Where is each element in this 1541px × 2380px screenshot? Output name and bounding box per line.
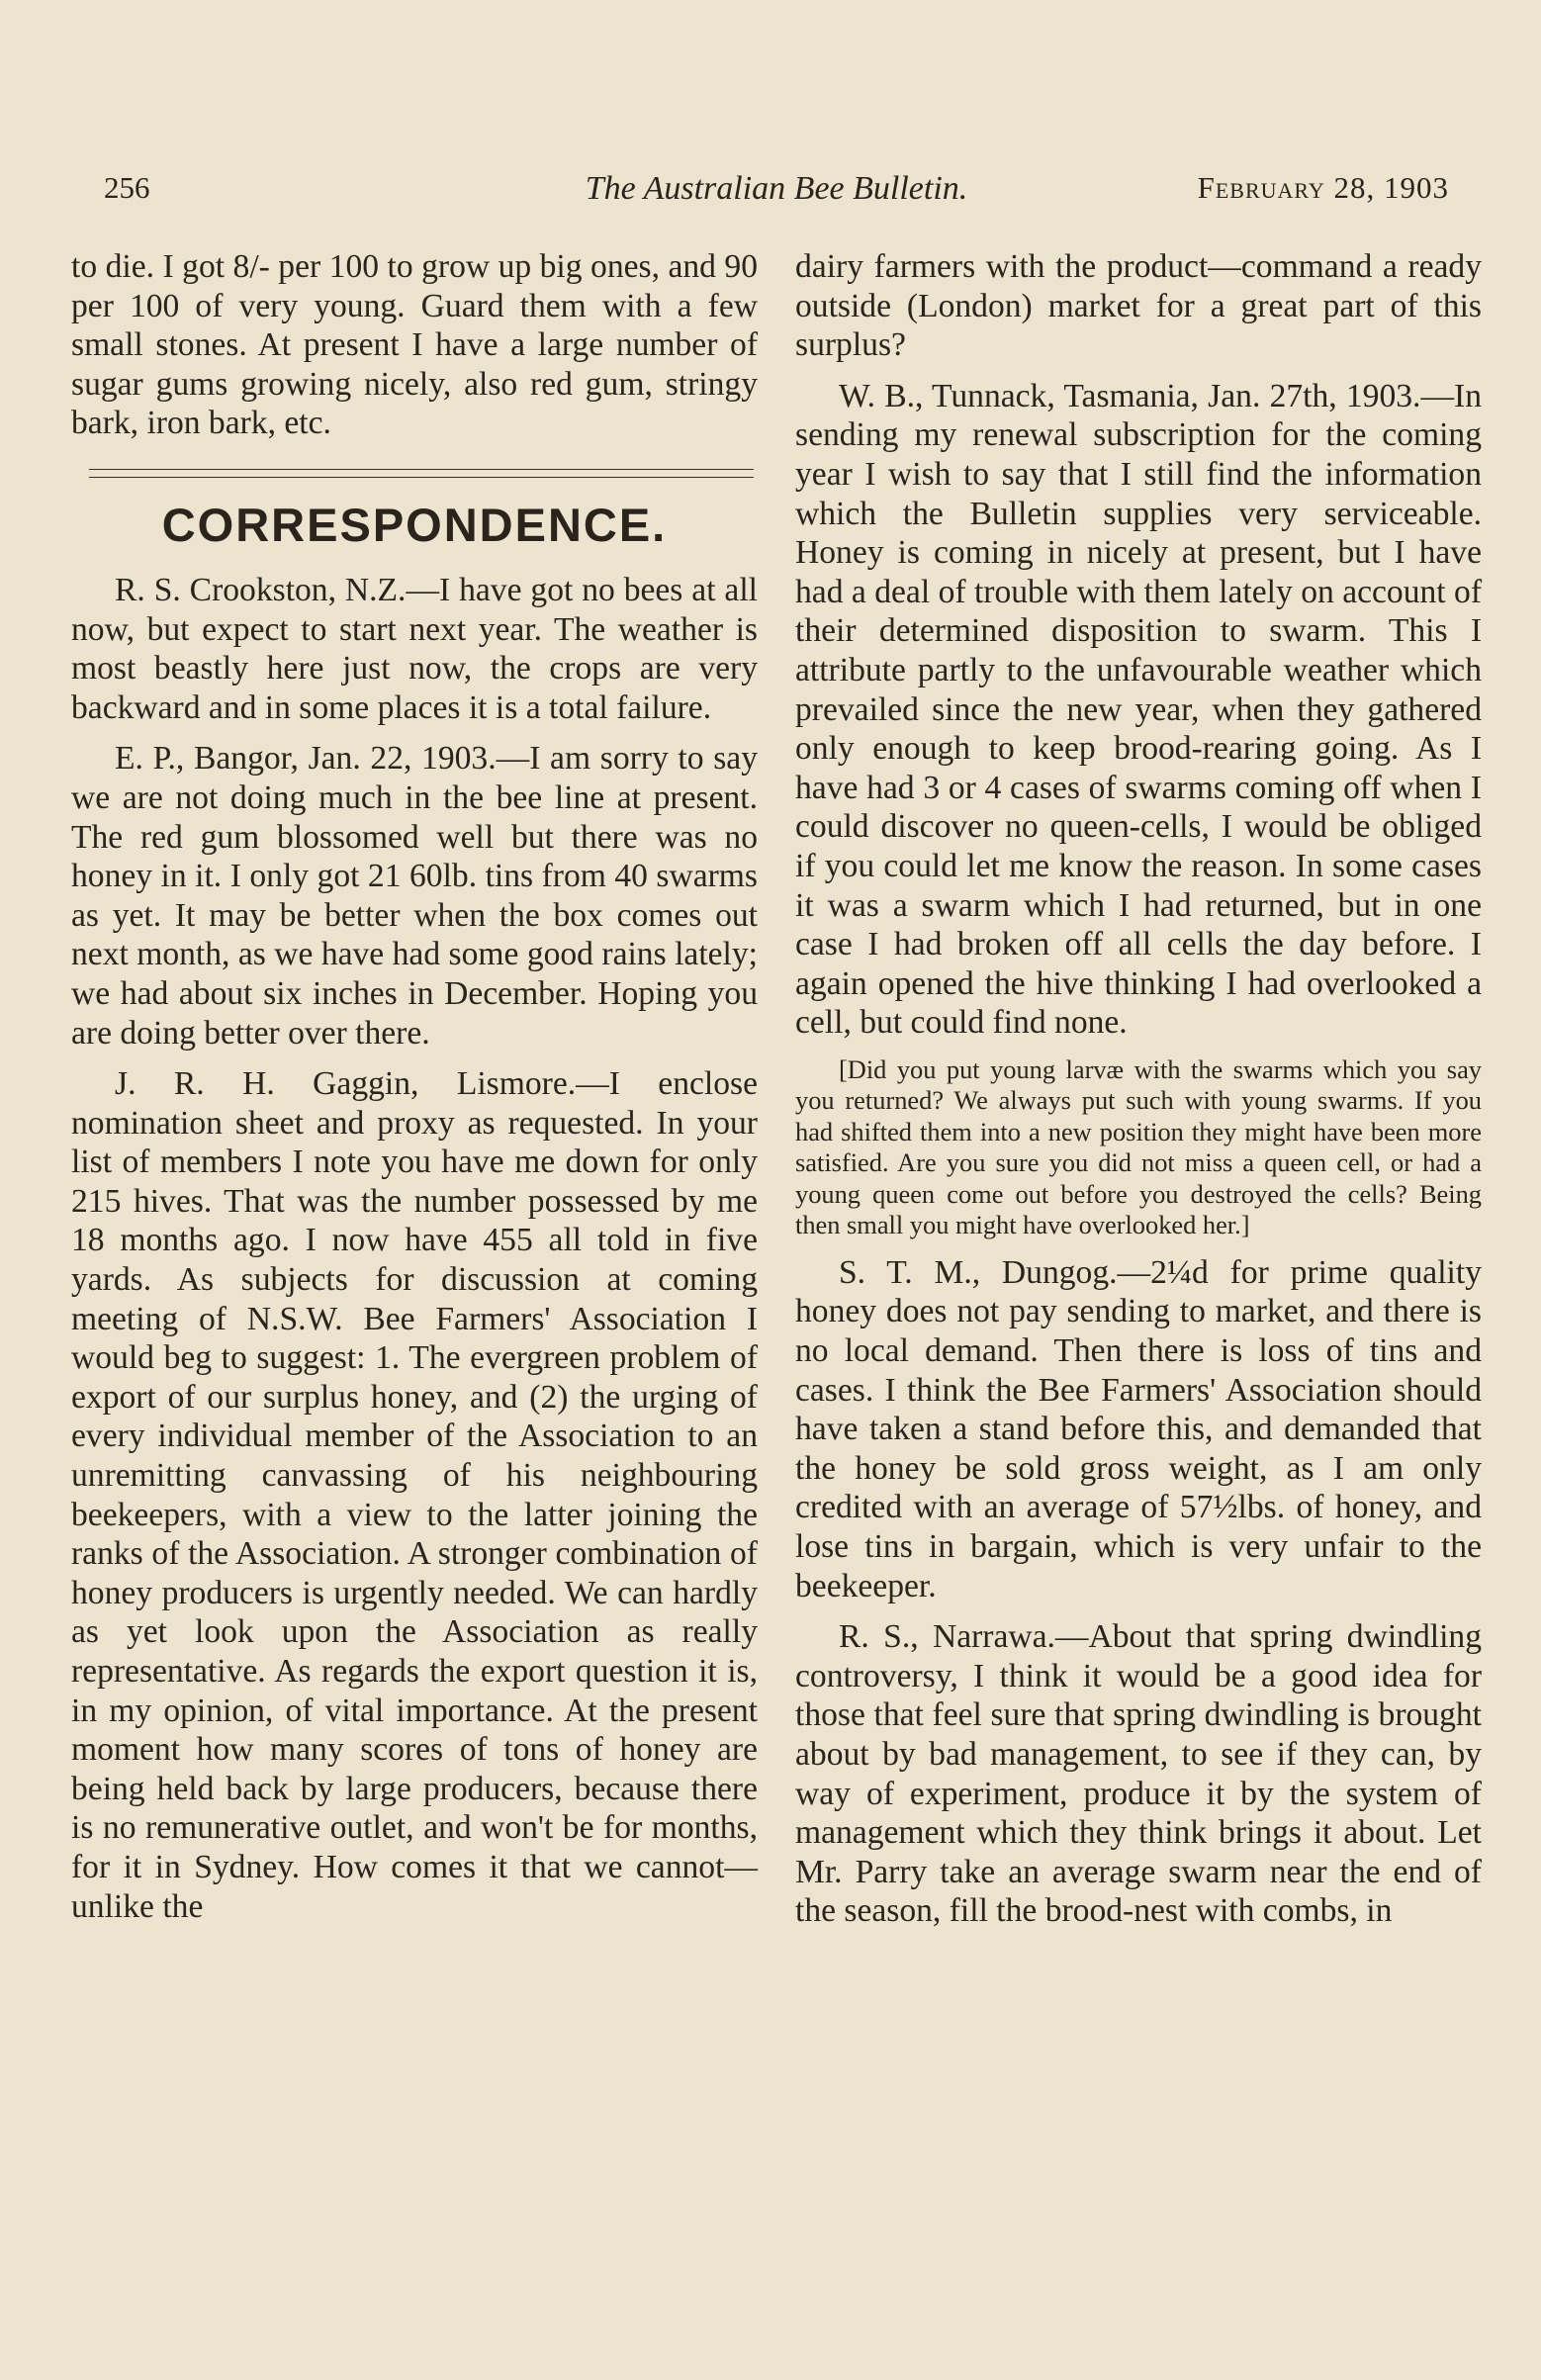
page-number: 256 <box>104 170 150 205</box>
issue-date: February 28, 1903 <box>1197 170 1449 205</box>
letter-bangor: E. P., Bangor, Jan. 22, 1903.—I am sorry to say we are not doing much in the bee line at present. The red gum blossomed well but there was no honey in it. I only got 21 60lb. tins from 40 swarms as yet. It may be better when the box comes out next month, as we have had some good rains lately; we had about six inches in December. Hoping you are doing better over there. <box>71 740 758 1052</box>
editor-note: [Did you put young larvæ with the swarms which you say you returned? We always put such with young swarms. If you had shifted them into a new position they might have been more satisfied. Are you sure you did not miss a queen cell, or had a young queen come out before you destroyed the cells? Being then small you might have overlooked her.] <box>795 1053 1482 1240</box>
letter-dungog: S. T. M., Dungog.—2¼d for prime quality honey does not pay sending to market, and there is no local demand. Then there is loss of tins and cases. I think the Bee Farmers' Association should have taken a stand before this, and demanded that the honey be sold gross weight, as I am only credited with an average of 57½lbs. of honey, and lose tins in bargain, which is very unfair to the beekeeper. <box>795 1253 1482 1604</box>
section-heading: CORRESPONDENCE. <box>161 498 668 551</box>
letter-narrawa: R. S., Narrawa.—About that spring dwindling controversy, I think it would be a good idea for those that feel sure that spring dwindling is brought about by bad management, to see if they can, by way of experiment, produce it by the system of management which they think brings it about. Let Mr. Parry take an average swarm near the end of the season, fill the brood-nest with combs, in <box>795 1618 1482 1930</box>
publication-title: The Australian Bee Bulletin. <box>585 170 968 207</box>
left-column <box>71 247 758 1938</box>
page-header <box>104 166 1449 216</box>
continuation-paragraph: dairy farmers with the product—command a ready outside (London) market for a great part of this surplus? <box>795 248 1482 364</box>
letter-tunnack: W. B., Tunnack, Tasmania, Jan. 27th, 1903.—In sending my renewal subscription for the coming year I wish to say that I still find the information which the Bulletin supplies very serviceable. Honey is coming in nicely at present, but I have had a deal of trouble with them lately on account of their determined disposition to swarm. This I attribute partly to the unfavourable weather which prevailed since the new year, when they gathered only enough to keep brood-rearing going. As I have had 3 or 4 cases of swarms coming off when I could discover no queen-cells, I would be obliged if you could let me know the reason. In some cases it was a swarm which I had returned, but in one case I had broken off all cells the day before. I again opened the hive thinking I had overlooked a cell, but could find none. <box>795 377 1482 1042</box>
right-column <box>795 247 1482 1943</box>
intro-paragraph: to die. I got 8/- per 100 to grow up big ones, and 90 per 100 of very young. Guard them with a few small stones. At present I have a large number of sugar gums growing nicely, also red gum, stringy bark, iron bark, etc. <box>71 248 758 442</box>
section-divider <box>89 469 754 478</box>
letter-lismore: J. R. H. Gaggin, Lismore.—I enclose nomination sheet and proxy as requested. In your list of members I note you have me down for only 215 hives. That was the number possessed by me 18 months ago. I now have 455 all told in five yards. As subjects for discussion at coming meeting of N.S.W. Bee Farmers' Association I would beg to suggest: 1. The evergreen problem of export of our surplus honey, and (2) the urging of every individual member of the Association to an unremitting canvassing of his neighbouring beekeepers, with a view to the latter joining the ranks of the Association. A stronger combination of honey producers is urgently needed. We can hardly as yet look upon the Association as really representative. As regards the export question it is, in my opinion, of vital importance. At the present moment how many scores of tons of honey are being held back by large producers, because there is no remunerative outlet, and won't be for months, for it in Sydney. How comes it that we cannot—unlike the <box>71 1065 758 1925</box>
letter-crookston: R. S. Crookston, N.Z.—I have got no bees at all now, but expect to start next year. The weather is most beastly here just now, the crops are very backward and in some places it is a total failure. <box>71 571 758 726</box>
